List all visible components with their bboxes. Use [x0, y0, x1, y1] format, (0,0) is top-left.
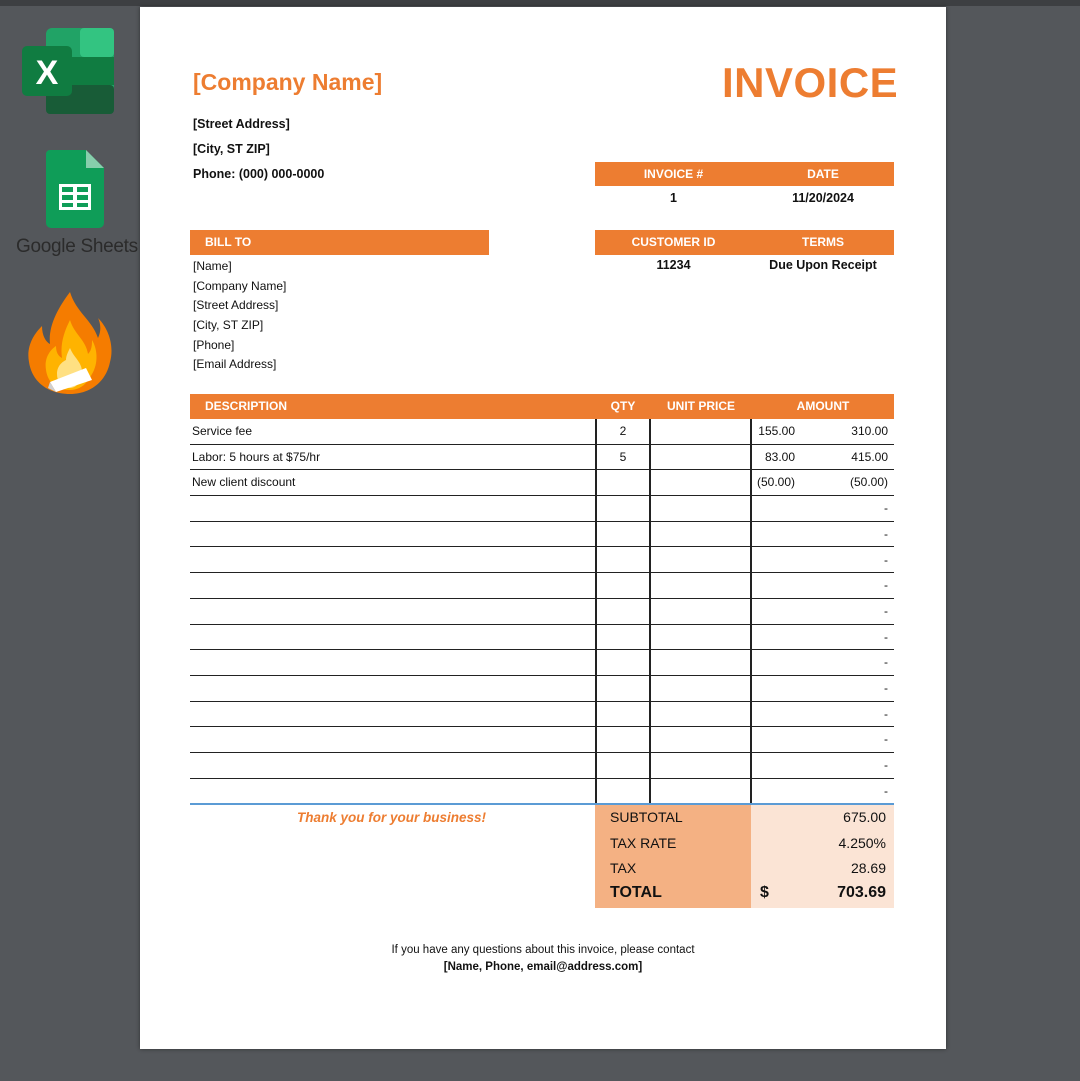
table-row	[190, 727, 894, 753]
tax-rate-label: TAX RATE	[610, 835, 677, 851]
table-row	[190, 496, 894, 522]
customer-meta-header	[595, 230, 894, 255]
item-qty	[598, 625, 648, 649]
table-row	[190, 753, 894, 779]
customer-id-value: 11234	[656, 258, 691, 272]
description-header: DESCRIPTION	[205, 399, 288, 413]
item-qty: 5	[619, 449, 627, 464]
item-unit-price	[650, 650, 795, 674]
item-amount: -	[884, 732, 888, 747]
total-label: TOTAL	[610, 884, 662, 901]
table-row	[190, 650, 894, 676]
item-qty: 2	[619, 424, 627, 438]
item-unit-price: 83.00	[764, 449, 795, 464]
unit-price-header: UNIT PRICE	[666, 399, 735, 413]
qty-header: QTY	[610, 399, 636, 413]
item-unit-price	[650, 548, 795, 572]
item-qty	[598, 650, 648, 674]
item-description: New client discount	[192, 475, 296, 490]
bill-to-header: BILL TO	[190, 230, 489, 255]
item-amount: (50.00)	[849, 475, 888, 490]
date-label: DATE	[807, 167, 839, 181]
item-unit-price	[650, 625, 795, 649]
item-amount: -	[884, 783, 888, 798]
svg-text:X: X	[35, 54, 59, 92]
tax-rate-value: 4.250%	[838, 835, 886, 851]
footer-contact-text: If you have any questions about this invoice, please contact	[391, 944, 695, 956]
item-qty	[598, 676, 648, 700]
thank-you-note: Thank you for your business!	[297, 810, 487, 825]
seller-street: [Street Address]	[193, 117, 290, 131]
excel-icon	[22, 28, 114, 114]
table-row	[190, 625, 894, 651]
invoice-page	[140, 7, 946, 1049]
item-amount: -	[884, 526, 888, 541]
item-unit-price	[650, 573, 795, 597]
table-row	[190, 779, 894, 805]
total-value: 703.69	[837, 884, 886, 901]
item-amount: -	[884, 706, 888, 721]
item-unit-price	[650, 702, 795, 726]
item-amount: -	[884, 629, 888, 644]
currency-symbol: $	[760, 884, 769, 901]
item-unit-price	[650, 522, 795, 546]
item-unit-price: (50.00)	[756, 475, 795, 490]
item-amount: 310.00	[851, 424, 888, 438]
item-unit-price	[650, 496, 795, 520]
table-row	[190, 522, 894, 548]
tax-value: 28.69	[850, 860, 886, 876]
item-qty	[598, 470, 648, 494]
item-description: Service fee	[192, 424, 253, 438]
tax-label: TAX	[610, 860, 637, 876]
table-row	[190, 470, 894, 496]
table-row	[190, 599, 894, 625]
amount-header: AMOUNT	[796, 399, 850, 413]
bill-to-email: [Email Address]	[193, 357, 277, 371]
item-unit-price	[650, 779, 795, 803]
item-qty	[598, 496, 648, 520]
item-description: Labor: 5 hours at $75/hr	[192, 449, 321, 464]
table-row	[190, 702, 894, 728]
table-row	[190, 445, 894, 471]
item-amount: -	[884, 552, 888, 567]
qty-column-divider	[595, 419, 597, 805]
footer-contact-details: [Name, Phone, email@address.com]	[443, 961, 643, 973]
invoice-title: INVOICE	[722, 59, 899, 106]
bill-to-city: [City, ST ZIP]	[193, 318, 264, 332]
item-amount: -	[884, 655, 888, 670]
invoice-number-label: INVOICE #	[643, 167, 704, 181]
item-qty	[598, 753, 648, 777]
subtotal-label: SUBTOTAL	[610, 809, 683, 825]
amount-column-divider	[750, 419, 752, 805]
seller-city: [City, ST ZIP]	[193, 142, 270, 156]
invoice-meta-header	[595, 162, 894, 186]
date-value: 11/20/2024	[792, 191, 854, 205]
item-unit-price	[650, 599, 795, 623]
subtotal-value: 675.00	[843, 809, 886, 825]
item-amount: -	[884, 603, 888, 618]
table-row	[190, 548, 894, 574]
item-qty	[598, 702, 648, 726]
fire-icon	[26, 290, 114, 396]
item-amount: -	[884, 578, 888, 593]
terms-label: TERMS	[802, 235, 844, 249]
google-sheets-label: Google Sheets	[16, 236, 138, 257]
invoice-number-value: 1	[670, 191, 677, 205]
customer-id-label: CUSTOMER ID	[631, 235, 716, 249]
table-row	[190, 676, 894, 702]
bill-to-phone: [Phone]	[193, 338, 235, 352]
item-amount: -	[884, 681, 888, 695]
item-qty	[598, 548, 648, 572]
items-table-header	[190, 394, 894, 419]
table-row	[190, 573, 894, 599]
item-qty	[598, 779, 648, 803]
bill-to-street: [Street Address]	[193, 298, 279, 312]
item-amount: -	[884, 758, 888, 773]
item-qty	[598, 573, 648, 597]
item-qty	[598, 522, 648, 546]
google-sheets-icon	[46, 150, 104, 228]
seller-phone: Phone: (000) 000-0000	[193, 167, 325, 181]
price-column-divider	[649, 419, 651, 805]
item-unit-price: 155.00	[758, 424, 795, 438]
item-unit-price	[650, 753, 795, 777]
item-amount: 415.00	[851, 449, 888, 464]
bill-to-company: [Company Name]	[193, 279, 287, 293]
bill-to-name: [Name]	[193, 259, 232, 273]
item-qty	[598, 599, 648, 623]
terms-value: Due Upon Receipt	[769, 258, 877, 272]
company-name: [Company Name]	[193, 69, 383, 95]
table-row	[190, 419, 894, 445]
item-qty	[598, 727, 648, 751]
viewer-top-bar	[0, 0, 1080, 6]
item-unit-price	[650, 727, 795, 751]
item-unit-price	[650, 676, 795, 700]
item-amount: -	[884, 501, 888, 516]
